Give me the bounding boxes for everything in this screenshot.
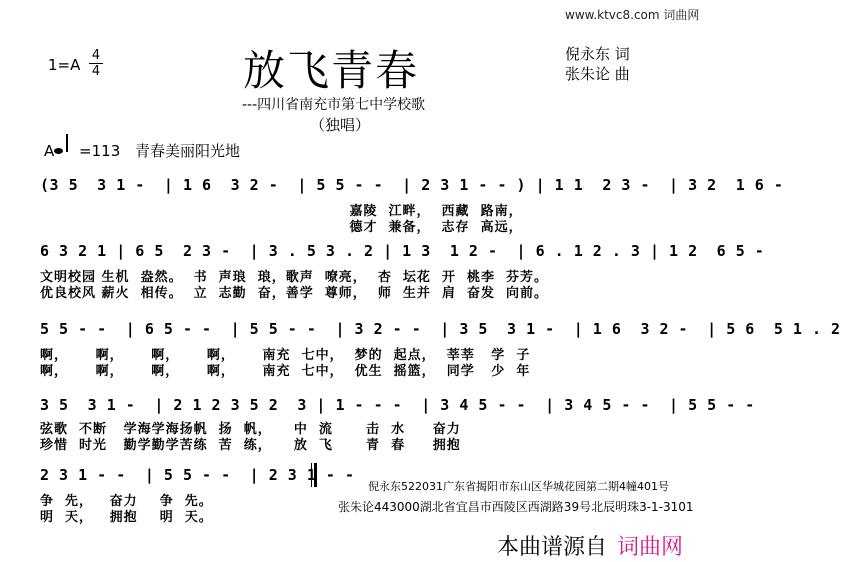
source-credit bbox=[497, 530, 683, 561]
lyrics-verse-1: 嘉陵 江畔， 西藏 路南， bbox=[40, 204, 523, 219]
lyrics-verse-1: 文明校园 生机 盎然。 书 声琅 琅，歌声 嘹亮， 杏 坛花 开 桃李 芬芳。 bbox=[40, 270, 549, 285]
lyrics-verse-2: 明 天， 拥抱 明 天。 bbox=[40, 510, 213, 525]
meter-top: 4 bbox=[91, 48, 101, 63]
tempo-letter: A bbox=[44, 142, 55, 160]
notation-line: (3 5 3 1 - | 1 6 3 2 - | 5 5 - - | 2 3 1 - - ) | 1 1 2 3 - | 3 2 1 6 - bbox=[40, 176, 784, 194]
source-text: 本曲谱源自 bbox=[497, 535, 608, 560]
lyricist-address: 倪永东522031广东省揭阳市东山区华城花园第二期4幢401号 bbox=[368, 480, 669, 493]
expression-text: 青春美丽阳光地 bbox=[135, 142, 241, 160]
final-barline bbox=[311, 463, 317, 487]
song-subtitle: ---四川省南充市第七中学校歌 bbox=[242, 97, 426, 113]
credits bbox=[565, 44, 630, 84]
score-system-4 bbox=[40, 396, 755, 454]
meter-bottom: 4 bbox=[89, 63, 103, 79]
performance-note: （独唱） bbox=[310, 116, 371, 134]
lyrics-verse-2: 啊， 啊， 啊， 啊， 南充 七中， 优生 摇篮， 同学 少 年 bbox=[40, 364, 531, 379]
score-system-2 bbox=[40, 242, 765, 302]
notation-line: 6 3 2 1 | 6 5 2 3 - | 3 . 5 3 . 2 | 1 3 1 2 - | 6 . 1 2 . 3 | 1 2 6 5 - bbox=[40, 242, 765, 260]
lyrics-verse-2: 优良校风 薪火 相传。 立 志勤 奋，善学 尊师， 师 生并 肩 奋发 向前。 bbox=[40, 286, 549, 301]
composer-address: 张朱论443000湖北省宜昌市西陵区西湖路39号北辰明珠3-1-3101 bbox=[338, 500, 694, 514]
site-url[interactable]: www.ktvc8.com 词曲网 bbox=[565, 8, 700, 22]
notation-line: 5 5 - - | 6 5 - - | 5 5 - - | 3 2 - - | 3 5 3 1 - | 1 6 3 2 - | 5 6 5 1 . 2 bbox=[40, 320, 841, 338]
lyrics-verse-2: 珍惜 时光 勤学勤学苦练 苦 练， 放 飞 青 春 拥抱 bbox=[40, 438, 461, 453]
lyrics-verse-1: 弦歌 不断 学海学海扬帆 扬 帆， 中 流 击 水 奋力 bbox=[40, 422, 461, 437]
song-title: 放飞青春 bbox=[243, 46, 420, 95]
notation-line: 2 3 1 - - | 5 5 - - | 2 3 1 - - bbox=[40, 466, 355, 484]
lyricist: 倪永东 词 bbox=[565, 45, 630, 63]
composer: 张朱论 曲 bbox=[565, 65, 630, 83]
score-system-5 bbox=[40, 466, 355, 526]
tempo-value: =113 bbox=[79, 142, 121, 160]
brand-link[interactable]: 词曲网 bbox=[617, 535, 684, 560]
score-system-1 bbox=[40, 176, 784, 236]
lyrics-verse-1: 啊， 啊， 啊， 啊， 南充 七中， 梦的 起点， 莘莘 学 子 bbox=[40, 348, 531, 363]
notation-line: 3 5 3 1 - | 2 1 2 3 5 2 3 | 1 - - - | 3 4 5 - - | 3 4 5 - - | 5 5 - - bbox=[40, 396, 755, 414]
lyrics-verse-2: 德才 兼备， 志存 高远， bbox=[40, 220, 523, 235]
time-signature bbox=[89, 48, 103, 79]
key-signature: 1=A bbox=[48, 56, 81, 74]
tempo-marking bbox=[44, 140, 240, 161]
note-head-icon bbox=[54, 148, 63, 154]
score-system-3 bbox=[40, 320, 841, 380]
lyrics-verse-1: 争 先， 奋力 争 先。 bbox=[40, 494, 213, 509]
